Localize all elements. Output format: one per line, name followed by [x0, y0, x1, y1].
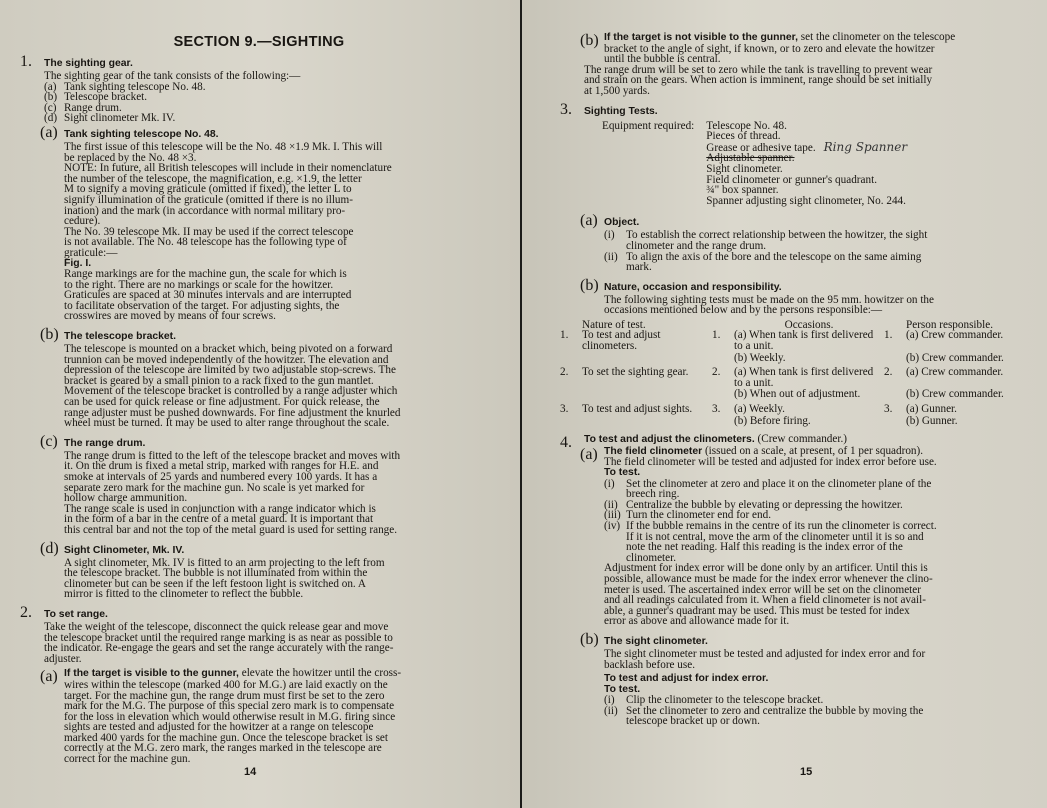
equipment-item: Spanner adjusting sight clinometer, No. 244. [706, 194, 906, 207]
text-line: The range drum is fitted to the left of the telescope bracket and moves with [64, 449, 401, 462]
text-line: Range markings are for the machine gun, the scale for which is [64, 268, 347, 281]
text-line: be replaced by the No. 48 ×3. [64, 151, 197, 164]
text-line: The following sighting tests must be made on the 95 mm. howitzer on the [604, 293, 934, 306]
item-1b: (b) The telescope bracket. The telescope is mounted on a bracket which, being pivoted on a forward trunnion can be moved independently of the howitzer. The elevation and depression of the telescope are limited by two adjustable stop-screws. The bracket is geared by a small pinion to a rack fixed to the gun mantlet. Movement of the telescope bracket is controlled by a range adjuster which can be used for quick release or fine adjustment. For quick release, the range adjuster must be pushed downwards. For fine adjustment the knurled wheel must be turned. It may be used to alter range throughout the scale. [20, 326, 498, 429]
text-line: sights are tested and adjusted for the howitzer at a range on telescope [64, 721, 374, 734]
equipment-item: Grease or adhesive tape. Ring Spanner [706, 139, 908, 154]
note-line: graticule:— [64, 246, 118, 259]
text-line: A sight clinometer, Mk. IV is fitted to an arm projecting to the left from [64, 556, 385, 569]
text-line: correctly at the M.G. zero mark, the ranges marked in the telescope are [64, 742, 382, 755]
text-line: the telescope bracket until the required range marking is as near as possible to [44, 631, 393, 644]
heading-sighting-gear: The sighting gear. [44, 58, 133, 69]
equipment-item: Sight clinometer. [706, 162, 783, 175]
item-4: 4. To test and adjust the clinometers. (Crew commander.) [560, 433, 847, 452]
text-line: The range drum will be set to zero while the tank is travelling to prevent wear [584, 63, 933, 76]
table-row: 1. To test and adjust clinometers. 1. (a) When tank is first delivered to a unit. 1. (a) Crew commander. [560, 329, 1004, 353]
text-line: separate zero mark for the machine gun. No scale is yet marked for [64, 481, 365, 494]
right-page [522, 0, 1047, 808]
figure-label: Fig. I. [64, 257, 92, 269]
item-4a: (a) The field clinometer (issued on a scale, at present, of 1 per squadron). The field clinometer will be tested and adjusted for index error before use. To test. (i) Set the clinometer at zero and place it on the clinometer plane of the breech ring. (ii) Centralize the bubble by elevating or depressing the howitzer. (iii) Turn the clinometer end for end. (iv) If the bubble remains in the centre of its run the clinometer is correct. If it is not central, move the arm of the clinometer until it is so and note the net reading. Half this reading is the index error of the clinometer. Adjustment for index error will be done only by an artificer. Until this is possible, allowance must be made for the index error whenever the clino- meter is used. The ascertained index error will be set on the clinometer and all readings calculated from it. When a field clinometer is not avail- able, a gunner's quadrant may be used. This must be tested for index error as above and allowance made for it. [560, 446, 1027, 627]
test-step: (iv) If the bubble remains in the centre of its run the clinometer is correct. If it is not central, move the arm of the clinometer until it is so and note the net reading. Half this reading is the index error of the clinometer. [604, 519, 937, 564]
text-line: smoke at intervals of 25 yards and numbered every 100 yards. It has a [64, 471, 378, 483]
note-line: signify illumination of the graticule (omitted if there is no illum- [64, 193, 353, 206]
item-1d: (d) Sight Clinometer, Mk. IV. A sight clinometer, Mk. IV is fitted to an arm projecting to the left from the telescope bracket. The bubble is not illuminated from within the clinometer but can be seen if the left festoon light is switched on. A mirror is fitted to the clinometer to reflect the bubble. [20, 540, 498, 600]
text-line: trunnion can be moved independently of the howitzer. The elevation and [64, 353, 389, 366]
text-line: able, a gunner's quadrant may be used. This must be tested for index [604, 604, 910, 617]
text-line: the indicator. Re-engage the gears and set the range accurately with the range- [44, 642, 394, 655]
object-item: (ii) To align the axis of the bore and the telescope on the same aiming mark. [604, 250, 922, 274]
text-line: this central bar and not the top of the metal guard is used for setting range. [64, 523, 398, 536]
text-line: and all readings calculated from it. When a field clinometer is not avail- [604, 594, 926, 607]
text-line: to facilitate observation of the target. For adjusting sights, the [64, 299, 340, 312]
test-step: (i) Set the clinometer at zero and place it on the clinometer plane of the breech ring. [604, 477, 932, 501]
equipment-item: Adjustable spanner. [706, 152, 795, 165]
text-line: to the right. There are no markings or scale for the howitzer. [64, 278, 334, 291]
equipment-table: Equipment required: Telescope No. 48. Pieces of thread. Grease or adhesive tape. Ring Spanner Adjustable spanner. Sight clinometer. Field clinometer or gunner's quadrant. ¾" box spanner. Spanner adjusting sight clinometer, No. 244. [602, 119, 908, 207]
table-row: (b) When out of adjustment. (b) Crew commander. [734, 388, 1004, 401]
text-line: The first issue of this telescope will be the No. 48 ×1.9 Mk. I. This will [64, 140, 383, 153]
text-line: correct for the machine gun. [64, 753, 191, 766]
item-3a: (a) Object. (i) To establish the correct relationship between the howitzer, the sight clinometer and the range drum. (ii) To align the axis of the bore and the telescope on the same aiming mark. [560, 212, 1027, 272]
list-item: (d) Sight clinometer Mk. IV. [44, 112, 176, 125]
col-occasions: Occasions. [784, 318, 834, 331]
range-drum-note [560, 65, 1027, 97]
text-line: adjuster. [44, 652, 82, 665]
col-person: Person responsible. [906, 318, 994, 331]
text-line: meter is used. The ascertained index error will be set on the clinometer [604, 583, 921, 596]
text-line: The sight clinometer must be tested and adjusted for index error and for [604, 647, 926, 660]
text-line: for the loss in elevation which would otherwise result in M.G. firing since [64, 710, 396, 723]
text-line: it. On the drum is fixed a metal strip, marked with ranges for H.E. and [64, 460, 379, 473]
sighting-tests-table [560, 320, 1027, 430]
equipment-item: ¾" box spanner. [706, 184, 779, 197]
text-line: marked 400 yards for the machine gun. Once the telescope bracket is set [64, 731, 389, 744]
equipment-list [706, 121, 907, 207]
text-line: error as above and allowance made for it. [604, 615, 790, 628]
text-line: bracket to the angle of sight, if known, or to zero and elevate the howitzer [604, 42, 935, 55]
text-line: depression of the telescope are limited by two adjustable stop-screws. The [64, 364, 396, 377]
list-item: (a) Tank sighting telescope No. 48. [44, 80, 206, 93]
text-line: the telescope bracket. The bubble is not illuminated from within the [64, 567, 368, 580]
text-line: and strain on the gears. When action is imminent, range should be set initially [584, 74, 933, 87]
text-line: wheel must be turned. It may be used to alter range throughout the scale. [64, 417, 390, 430]
text-line: Graticules are spaced at 30 minutes intervals and are interrupted [64, 289, 352, 302]
item-3: 3. Sighting Tests. Equipment required: Telescope No. 48. Pieces of thread. Grease or adhesive tape. Ring Spanner Adjustable spanner. Sight clinometer. Field clinometer or gunner's quadrant. ¾" box spanner. Spanner adjusting sight clinometer, No. 244. [560, 100, 908, 207]
text-line: in the form of a bar in the centre of a metal guard. It is important that [64, 513, 374, 526]
text-line: crosswires are moved by means of four screws. [64, 310, 276, 323]
test-step: (ii) Set the clinometer to zero and centralize the bubble by moving the telescope bracket up or down. [604, 704, 924, 728]
test-step: (iii) Turn the clinometer end for end. [604, 509, 771, 522]
col-nature: Nature of test. [582, 318, 646, 331]
page-number: 15 [800, 766, 813, 778]
note-line: is not available. The No. 48 telescope has the following type of [64, 236, 347, 249]
text-line: range adjuster must be pushed downwards. For fine adjustment the knurled [64, 406, 401, 419]
left-page [0, 0, 520, 808]
note-line: NOTE: In future, all British telescopes will include in their nomenclature [64, 162, 392, 175]
table-row: (b) Weekly. (b) Crew commander. [734, 351, 1004, 364]
list-item: (b) Telescope bracket. [44, 91, 148, 104]
note-line: M to signify a moving graticule (omitted if fixed), the letter L to [64, 183, 352, 196]
object-item: (i) To establish the correct relationship between the howitzer, the sight clinometer and the range drum. [604, 229, 928, 252]
text-line: Take the weight of the telescope, disconnect the quick release gear and move [44, 620, 389, 633]
text-line: Adjustment for index error will be done only by an artificer. Until this is [604, 562, 928, 575]
item-3b: (b) Nature, occasion and responsibility. The following sighting tests must be made on the 95 mm. howitzer on the occasions mentioned below and by the persons responsible:— [560, 277, 1027, 316]
item-2a: (a) If the target is visible to the gunner, elevate the howitzer until the cross- wires within the telescope (marked 400 for M.G.) are laid exactly on the target. For the machine gun, the range drum must first be set to the zero mark for the M.G. The purpose of this special zero mark is to compensate for the loss in elevation which would otherwise result in M.G. firing since sights are tested and adjusted for the howitzer at a range on telescope marked 400 yards for the machine gun. Once the telescope bracket is set correctly at the M.G. zero mark, the ranges marked in the telescope are correct for the machine gun. [20, 668, 498, 764]
note-line: ination) and the mark (in accordance with normal military pro- [64, 204, 346, 217]
item-1: 1. The sighting gear. The sighting gear of the tank consists of the following:— (a) Tank sighting telescope No. 48. (b) Telescope bracket. (c) Range drum. (d) Sight clinometer Mk. IV. [20, 53, 498, 124]
text-line: hollow charge ammunition. [64, 492, 188, 505]
text-line: mark for the M.G. The purpose of this special zero mark is to compensate [64, 700, 395, 713]
note-line: the number of the telescope, the magnification, e.g. ×1.9, the letter [64, 172, 362, 185]
handwritten-annotation: Ring Spanner [823, 139, 908, 154]
text-line: until the bubble is central. [604, 53, 721, 66]
text-line: wires within the telescope (marked 400 for M.G.) are laid exactly on the [64, 678, 388, 691]
note-line: cedure). [64, 215, 101, 228]
sighting-gear-list [44, 82, 498, 124]
table-row: 3. To test and adjust sights. 3. (a) Weekly. 3. (a) Gunner. [560, 403, 957, 416]
list-item: (c) Range drum. [44, 101, 122, 114]
text-line: Movement of the telescope bracket is controlled by a range adjuster which [64, 385, 398, 398]
text-line: target. For the machine gun, the range drum must first be set to the zero [64, 689, 385, 702]
text-line: bracket is geared by a small pinion to a rack fixed to the gun mantlet. [64, 374, 374, 387]
text-line: The telescope is mounted on a bracket which, being pivoted on a forward [64, 343, 393, 356]
text-line: possible, allowance must be made for the index error whenever the clino- [604, 572, 933, 585]
text-line: occasions mentioned below and by the persons responsible:— [604, 304, 883, 317]
text-line: The range scale is used in conjunction with a range indicator which is [64, 502, 376, 515]
page-number: 14 [244, 766, 257, 778]
table-row: (b) Before firing. (b) Gunner. [734, 414, 958, 427]
note-block [64, 163, 498, 258]
text-line: at 1,500 yards. [584, 84, 650, 97]
equipment-item: Field clinometer or gunner's quadrant. [706, 173, 877, 186]
text-line: backlash before use. [604, 658, 696, 671]
item-2b: (b) If the target is not visible to the gunner, set the clinometer on the telescope bracket to the angle of sight, if known, or to zero and elevate the howitzer until the bubble is central. [560, 32, 1027, 65]
text-line: mirror is fitted to the clinometer to reflect the bubble. [64, 588, 304, 601]
text-line: can be used for quick release or fine adjustment. For quick release, the [64, 396, 380, 409]
test-step: (i) Clip the clinometer to the telescope bracket. [604, 694, 824, 707]
item-4b: (b) The sight clinometer. The sight clinometer must be tested and adjusted for index error and for backlash before use. To test and adjust for index error. To test. (i) Clip the clinometer to the telescope bracket. (ii) Set the clinometer to zero and centralize the bubble by moving the telescope bracket up or down. [560, 631, 1027, 727]
section-title: SECTION 9.—SIGHTING [173, 34, 345, 50]
test-step: (ii) Centralize the bubble by elevating or depressing the howitzer. [604, 498, 903, 511]
text-line: clinometer but can be seen if the left festoon light is switched on. A [64, 577, 366, 590]
item-1a: (a) Tank sighting telescope No. 48. The first issue of this telescope will be the No. 48 ×1.9 Mk. I. This will be replaced by the No. 48 ×3. NOTE: In future, all British telescopes will include in their nomenclature the number of the telescope, the magnification, e.g. ×1.9, the letter M to signify a moving graticule (omitted if fixed), the letter L to signify illumination of the graticule (omitted if there is no illum- ination) and the mark (in accordance with normal military pro- cedure). The No. 39 telescope Mk. II may be used if the correct telescope is not available. The No. 48 telescope has the following type of graticule:— Fig. I. Range markings are for the machine gun, the scale for which is to the right. There are no markings or scale for the howitzer. Graticules are spaced at 30 minutes intervals and are interrupted to facilitate observation of the target. For adjusting sights, the crosswires are moved by means of four screws. [20, 124, 498, 322]
table-row: 2. To set the sighting gear. 2. (a) When tank is first delivered to a unit. 2. (a) Crew commander. [560, 366, 1004, 389]
equipment-item: Telescope No. 48. [706, 119, 787, 132]
item-1c: (c) The range drum. The range drum is fitted to the left of the telescope bracket and moves with it. On the drum is fixed a metal strip, marked with ranges for H.E. and smoke at intervals of 25 yards and numbered every 100 yards. It has a separate zero mark for the machine gun. No scale is yet marked for hollow charge ammunition. The range scale is used in conjunction with a range indicator which is in the form of a bar in the centre of a metal guard. It is important that this central bar and not the top of the metal guard is used for setting range. [20, 433, 498, 536]
item-2: 2. To set range. Take the weight of the telescope, disconnect the quick release gear and move the telescope bracket until the required range marking is as near as possible to the indicator. Re-engage the gears and set the range accurately with the range- adjuster. [20, 604, 498, 664]
note-line: The No. 39 telescope Mk. II may be used if the correct telescope [64, 225, 354, 238]
equipment-item: Pieces of thread. [706, 130, 781, 143]
